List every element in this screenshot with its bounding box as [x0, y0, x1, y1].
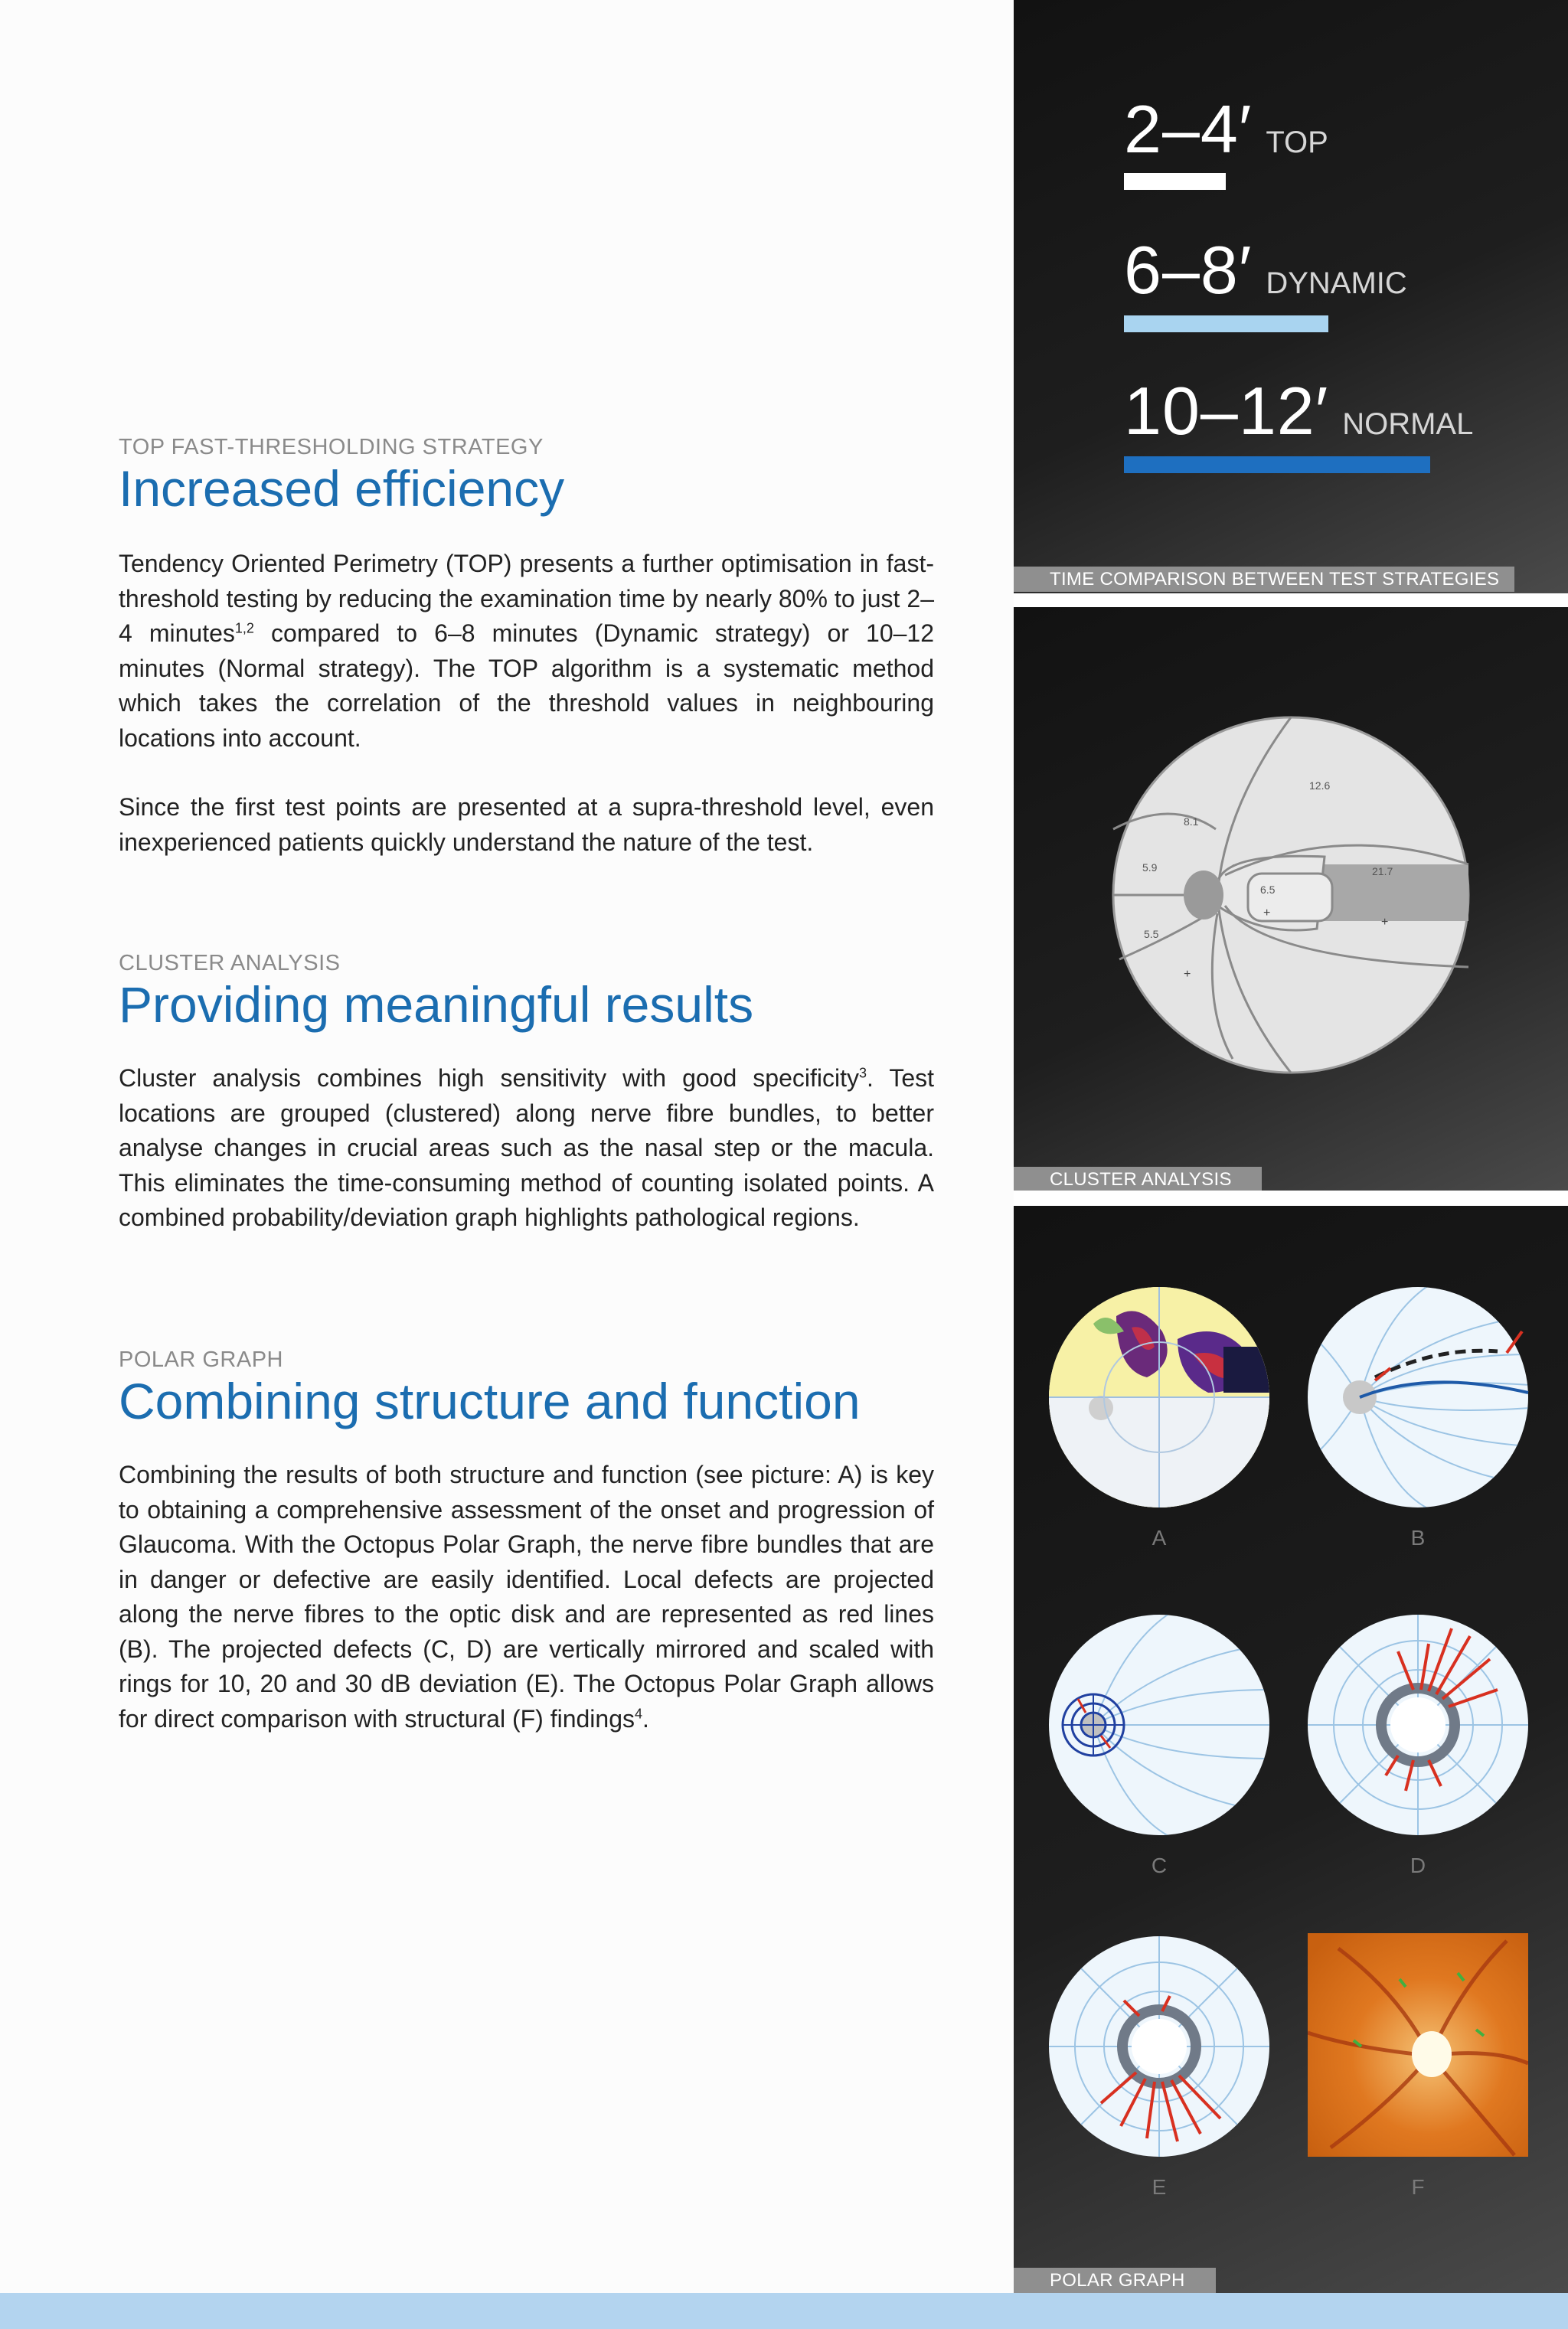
- strategy-dynamic: [1124, 231, 1407, 309]
- paragraph-text: .: [642, 1704, 649, 1733]
- cluster-value: 5.5: [1144, 928, 1159, 940]
- cluster-value: 5.9: [1142, 861, 1158, 874]
- citation-superscript: 3: [858, 1065, 867, 1081]
- paragraph-text: Cluster analysis combines high sensitivity with good specificity: [119, 1064, 859, 1092]
- citation-superscript: 4: [635, 1705, 643, 1721]
- footer-band: [0, 2293, 1568, 2329]
- plot-a-visual-field: [1047, 1285, 1271, 1509]
- cluster-marker: +: [1184, 968, 1191, 981]
- section-kicker: TOP FAST-THRESHOLDING STRATEGY: [119, 435, 544, 459]
- cluster-analysis-map: [1110, 714, 1472, 1076]
- panel-caption: CLUSTER ANALYSIS: [1014, 1167, 1262, 1191]
- plot-e-deviation-rings: [1047, 1935, 1271, 2158]
- paragraph-text: compared to 6–8 minutes (Dynamic strategy) or 10–12 minutes (Normal strategy). The TOP algorithm is a systematic method which takes the correlation of the threshold values in neighbouring locations into account.: [119, 619, 935, 752]
- plot-f-fundus-image: [1308, 1933, 1528, 2157]
- paragraph: [119, 547, 934, 756]
- plot-d-polar-defects: [1306, 1613, 1530, 1837]
- strategy-time-panel: [1014, 0, 1568, 593]
- paragraph-text: . Test locations are grouped (clustered) along nerve fibre bundles, to better analyse changes in crucial areas such as the nasal step or the macula. This eliminates the time-consuming method of counting isolated points. A combined probability/deviation graph highlights pathological regions.: [119, 1064, 935, 1231]
- plot-c-mirrored-defects: [1047, 1613, 1271, 1837]
- cluster-analysis-panel: [1014, 607, 1568, 1191]
- strategy-bar-top: [1124, 173, 1226, 190]
- plot-b-projected-defects: [1306, 1285, 1530, 1509]
- section-title: Providing meaningful results: [119, 976, 754, 1033]
- plot-label: F: [1411, 2175, 1425, 2199]
- paragraph: [119, 790, 934, 860]
- paragraph-text: Tendency Oriented Perimetry (TOP) presents a further optimisation in fast-threshold testing by reducing the examination time by nearly 80% to just 2–4 minutes: [119, 550, 934, 647]
- strategy-bar-dynamic: [1124, 315, 1328, 332]
- plot-label: E: [1152, 2175, 1167, 2199]
- strategy-top: [1124, 90, 1328, 168]
- plot-label: A: [1152, 1526, 1167, 1550]
- cluster-value: 8.1: [1184, 815, 1199, 828]
- section-polar-graph: [119, 1346, 934, 1736]
- section-kicker: CLUSTER ANALYSIS: [119, 951, 341, 975]
- strategy-label: NORMAL: [1342, 407, 1474, 441]
- cluster-marker: +: [1263, 906, 1271, 920]
- cluster-value: 21.7: [1372, 865, 1393, 877]
- strategy-time: 10–12′: [1124, 373, 1329, 449]
- section-cluster-analysis: [119, 949, 934, 1236]
- plot-label: B: [1410, 1526, 1426, 1550]
- strategy-label: DYNAMIC: [1266, 266, 1407, 300]
- polar-graph-panel: [1014, 1206, 1568, 2293]
- cluster-marker: +: [1381, 916, 1389, 929]
- strategy-label: TOP: [1266, 126, 1328, 159]
- strategy-bar-normal: [1124, 456, 1430, 473]
- section-title: Increased efficiency: [119, 460, 565, 517]
- cluster-value: 12.6: [1309, 779, 1331, 792]
- paragraph: [119, 1458, 934, 1736]
- section-kicker: POLAR GRAPH: [119, 1347, 283, 1372]
- plot-label: C: [1151, 1854, 1168, 1877]
- plot-label: D: [1410, 1854, 1426, 1877]
- paragraph-text: Combining the results of both structure and function (see picture: A) is key to obtaining a comprehensive assessment of the onset and progression of Glaucoma. With the Octopus Polar Graph, the nerve fibre bundles that are in danger or defective are easily identified. Local defects are projected along the nerve fibres to the optic disk and are represented as red lines (B). The projected defects (C, D) are vertically mirrored and scaled with rings for 10, 20 and 30 dB deviation (E). The Octopus Polar Graph allows for direct comparison with structural (F) findings: [119, 1461, 934, 1733]
- cluster-value: 6.5: [1260, 884, 1276, 896]
- strategy-normal: [1124, 372, 1473, 450]
- section-title: Combining structure and function: [119, 1373, 861, 1429]
- panel-caption: POLAR GRAPH: [1014, 2268, 1216, 2293]
- strategy-time: 2–4′: [1124, 91, 1253, 167]
- paragraph-text: Since the first test points are presented at a supra-threshold level, even inexperienced patients quickly understand the nature of the test.: [119, 793, 934, 856]
- panel-caption: TIME COMPARISON BETWEEN TEST STRATEGIES: [1014, 567, 1514, 592]
- paragraph: [119, 1061, 934, 1236]
- strategy-time: 6–8′: [1124, 232, 1253, 308]
- citation-superscript: 1,2: [234, 620, 254, 636]
- section-top-strategy: [119, 433, 934, 860]
